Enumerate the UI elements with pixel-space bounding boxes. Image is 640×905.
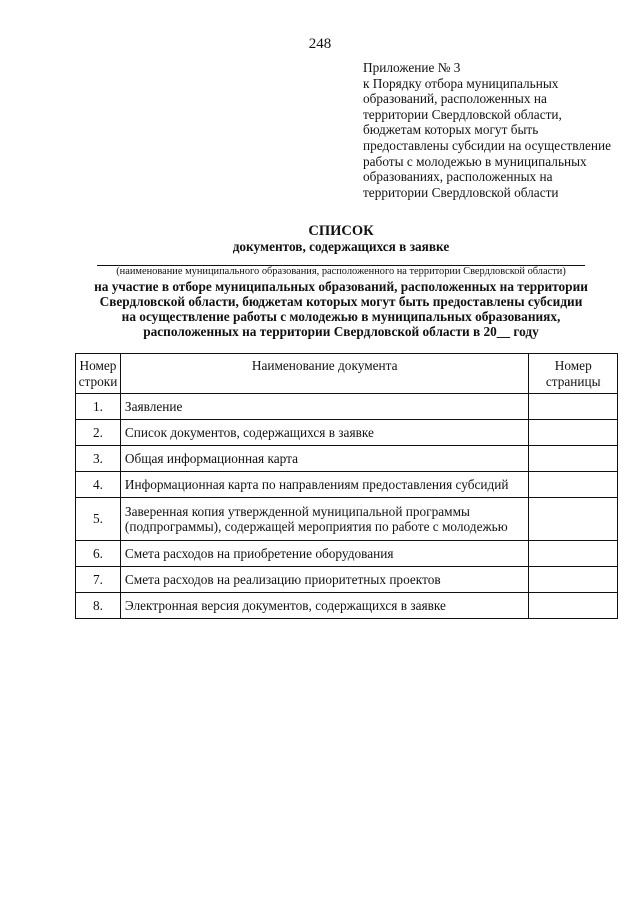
- page-number-cell: [529, 541, 618, 567]
- header-page-number-line: страницы: [545, 374, 601, 389]
- document-name: [120, 567, 529, 593]
- row-number: 8.: [76, 593, 121, 619]
- row-number: 7.: [76, 567, 121, 593]
- document-name: [120, 593, 529, 619]
- page-number-cell: [529, 420, 618, 446]
- row-number: 4.: [76, 472, 121, 498]
- page-number-cell: [529, 567, 618, 593]
- appendix-line: к Порядку отбора муниципальных: [363, 75, 559, 91]
- purpose-line: расположенных на территории Свердловской области в 20__ году: [143, 324, 539, 339]
- document-name-line: Заявление: [124, 398, 183, 414]
- table-row: [76, 394, 618, 420]
- table-row: [76, 567, 618, 593]
- header-page-number-line: Номер: [554, 358, 592, 373]
- appendix-line: образованиях, расположенных на: [363, 169, 553, 185]
- table-row: [76, 593, 618, 619]
- document-name-line: Общая информационная карта: [124, 450, 299, 466]
- document-name-line: (подпрограммы), содержащей мероприятия по работе с молодежью: [124, 519, 508, 534]
- documents-table: [75, 353, 618, 619]
- document-name-line: Список документов, содержащихся в заявке: [124, 424, 374, 440]
- row-number: 3.: [76, 446, 121, 472]
- appendix-line: образований, расположенных на: [363, 91, 547, 107]
- document-name-line: Информационная карта по направлениям предоставления субсидий: [124, 476, 509, 492]
- header-row-number-line: строки: [78, 374, 118, 389]
- table-header-row: [76, 354, 618, 394]
- header-row-number: [76, 354, 121, 394]
- page-number-cell: [529, 593, 618, 619]
- row-number: 6.: [76, 541, 121, 567]
- row-number: 5.: [76, 498, 121, 541]
- appendix-note: [363, 60, 633, 200]
- page-number-cell: [529, 472, 618, 498]
- row-number: 2.: [76, 420, 121, 446]
- document-name-line: Смета расходов на реализацию приоритетных проектов: [124, 571, 441, 587]
- table-body: [76, 394, 618, 619]
- table-row: [76, 498, 618, 541]
- document-title: СПИСОК: [308, 223, 374, 239]
- page-number-cell: [529, 446, 618, 472]
- document-subtitle: документов, содержащихся в заявке: [232, 239, 450, 254]
- page-number-cell: [529, 498, 618, 541]
- document-name: [120, 541, 529, 567]
- purpose-line: на участие в отборе муниципальных образований, расположенных на территории: [94, 279, 588, 294]
- purpose-text: [0, 279, 640, 339]
- appendix-line: работы с молодежью в муниципальных: [363, 153, 587, 169]
- document-name-line: Заверенная копия утвержденной муниципальной программы: [124, 503, 470, 519]
- header-document-name: Наименование документа: [120, 354, 529, 394]
- page-number-cell: [529, 394, 618, 420]
- appendix-line: бюджетам которых могут быть: [363, 122, 539, 138]
- table-row: [76, 420, 618, 446]
- purpose-line: на осуществление работы с молодежью в муниципальных образованиях,: [121, 309, 561, 324]
- document-name-line: Электронная версия документов, содержащихся в заявке: [124, 597, 446, 613]
- table-row: [76, 472, 618, 498]
- document-name: [120, 420, 529, 446]
- purpose-line: Свердловской области, бюджетам которых могут быть предоставлены субсидии: [99, 294, 583, 309]
- municipality-name-caption: (наименование муниципального образования, расположенного на территории Свердловской области): [116, 266, 566, 277]
- header-page-number: [529, 354, 618, 394]
- document-name: [120, 446, 529, 472]
- document-name: [120, 498, 529, 541]
- row-number: 1.: [76, 394, 121, 420]
- table-row: [76, 446, 618, 472]
- appendix-line: территории Свердловской области: [363, 184, 559, 200]
- document-name: [120, 394, 529, 420]
- appendix-line: Приложение № 3: [363, 60, 461, 75]
- header-row-number-line: Номер: [79, 358, 117, 373]
- appendix-line: предоставлены субсидии на осуществление: [363, 137, 611, 153]
- table-row: [76, 541, 618, 567]
- document-name: [120, 472, 529, 498]
- appendix-line: территории Свердловской области,: [363, 106, 562, 122]
- page-number: 248: [308, 36, 332, 52]
- document-name-line: Смета расходов на приобретение оборудования: [124, 545, 394, 561]
